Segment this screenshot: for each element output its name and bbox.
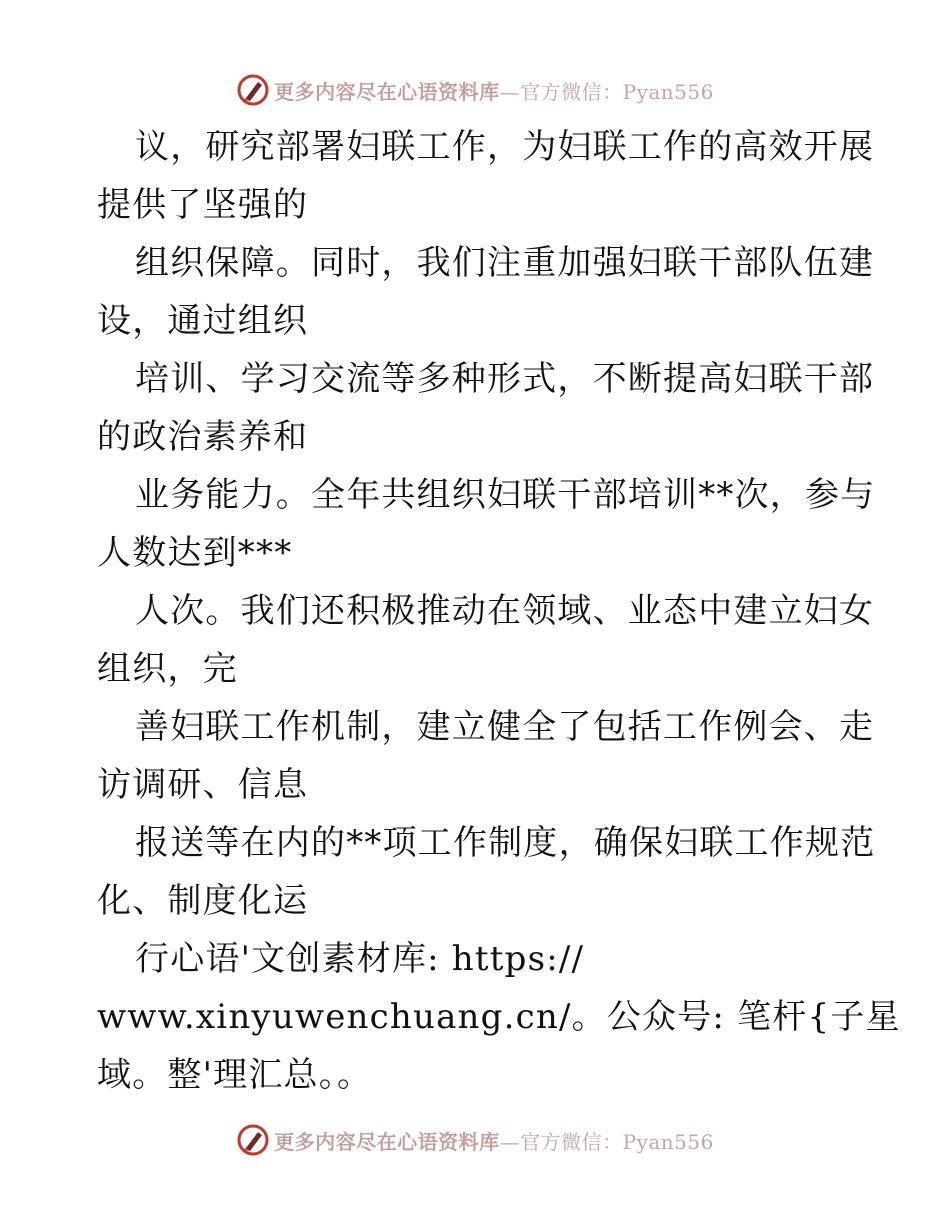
body-line: 人数达到*** xyxy=(97,533,293,573)
pen-logo-icon xyxy=(236,1123,270,1157)
banner-prefix: 更多内容尽在心语资料库 xyxy=(274,1129,500,1154)
body-line: 行心语'文创素材库: https:// xyxy=(135,939,585,979)
body-line: 议，研究部署妇联工作，为妇联工作的高效开展 xyxy=(135,127,875,167)
body-line: 的政治素养和 xyxy=(97,417,309,457)
body-line: 报送等在内的**项工作制度，确保妇联工作规范 xyxy=(135,823,876,863)
body-line: 善妇联工作机制，建立健全了包括工作例会、走 xyxy=(135,707,875,747)
body-line: 业务能力。全年共组织妇联干部培训**次，参与 xyxy=(135,475,876,515)
banner-suffix: 官方微信： xyxy=(520,1129,623,1154)
banner-text xyxy=(274,76,714,105)
banner-suffix: 官方微信： xyxy=(520,79,623,104)
body-line: 化、制度化运 xyxy=(97,881,309,921)
footer-watermark-banner xyxy=(0,1118,950,1162)
body-line: 域。整'理汇总。。 xyxy=(97,1055,373,1095)
body-line: 组织保障。同时，我们注重加强妇联干部队伍建 xyxy=(135,243,875,283)
document-body xyxy=(97,118,901,1104)
body-line: 提供了坚强的 xyxy=(97,185,309,225)
header-watermark-banner xyxy=(0,68,950,112)
banner-dash: — xyxy=(499,1129,521,1154)
pen-logo-icon xyxy=(236,73,270,107)
banner-prefix: 更多内容尽在心语资料库 xyxy=(274,79,500,104)
body-line: 人次。我们还积极推动在领域、业态中建立妇女 xyxy=(135,591,875,631)
banner-text xyxy=(274,1126,714,1155)
body-line: 设，通过组织 xyxy=(97,301,309,341)
banner-wechat-id: Pyan556 xyxy=(622,79,714,104)
body-line-url[interactable]: www.xinyuwenchuang.cn/。公众号: 笔杆{子星 xyxy=(97,997,901,1037)
body-line: 培训、学习交流等多种形式，不断提高妇联干部 xyxy=(135,359,875,399)
banner-wechat-id: Pyan556 xyxy=(622,1129,714,1154)
body-line: 访调研、信息 xyxy=(97,765,309,805)
banner-dash: — xyxy=(499,79,521,104)
body-line: 组织，完 xyxy=(97,649,238,689)
